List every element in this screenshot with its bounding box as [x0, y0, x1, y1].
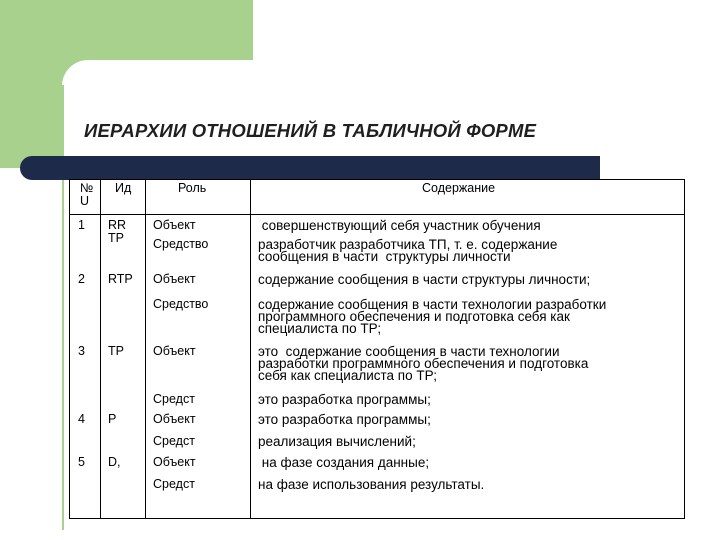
row-content: это разработка программы;: [258, 412, 431, 427]
row-role: Средст: [153, 392, 195, 406]
row-role: Средст: [153, 477, 195, 491]
row-role: Объект: [153, 218, 196, 232]
table-header-divider: [69, 214, 684, 215]
row-id-line1: RR: [108, 218, 127, 232]
header-content: Содержание: [422, 181, 496, 195]
table-col-divider: [250, 179, 251, 518]
row-role: Объект: [153, 412, 196, 426]
row-content: совершенствующий себя участник обучения: [258, 218, 541, 233]
row-content: это содержание сообщения в части технологии разработки программного обеспечения и подготовка себя как специалиста по ТР;: [258, 344, 589, 383]
slide-title: ИЕРАРХИИ ОТНОШЕНИЙ В ТАБЛИЧНОЙ ФОРМЕ: [84, 120, 537, 141]
row-id: [108, 219, 126, 245]
row-role: Средст: [153, 434, 195, 448]
decorative-left-line: [62, 85, 64, 530]
header-number: [80, 182, 93, 208]
row-role: Средство: [153, 237, 209, 251]
header-number-line2: U: [80, 194, 90, 208]
row-content: на фазе использования результаты.: [258, 477, 485, 492]
row-content: реализация вычислений;: [258, 434, 416, 449]
title-underline-bar: [20, 156, 600, 180]
row-number: 1: [78, 218, 85, 232]
header-number-line1: №: [80, 181, 94, 195]
row-number: 2: [78, 272, 85, 286]
row-content: содержание сообщения в части структуры личности;: [258, 272, 591, 287]
row-id: RTP: [108, 272, 133, 286]
row-content: на фазе создания данные;: [258, 455, 430, 470]
row-number: 3: [78, 344, 85, 358]
header-role: Роль: [178, 181, 207, 195]
row-content: разработчик разработчика ТП, т. е. содержание сообщения в части структуры личности: [258, 237, 558, 264]
row-number: 5: [78, 455, 85, 469]
row-id-line2: TP: [108, 231, 124, 245]
row-number: 4: [78, 412, 85, 426]
row-id: D,: [108, 455, 121, 469]
row-role: Объект: [153, 272, 196, 286]
row-role: Объект: [153, 344, 196, 358]
row-id: TP: [108, 344, 124, 358]
table-col-divider: [100, 179, 101, 518]
row-content: содержание сообщения в части технологии разработки программного обеспечения и подготовка себя как специалиста по ТР;: [258, 297, 607, 336]
table-col-divider: [145, 179, 146, 518]
row-role: Средство: [153, 297, 209, 311]
row-role: Объект: [153, 455, 196, 469]
header-id: Ид: [115, 181, 132, 195]
row-id: P: [108, 412, 117, 426]
row-content: это разработка программы;: [258, 392, 431, 407]
